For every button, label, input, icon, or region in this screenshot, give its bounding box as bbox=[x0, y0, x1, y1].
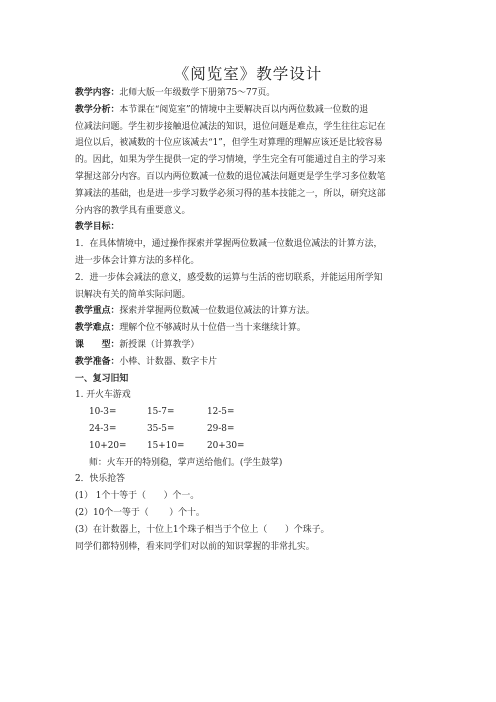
teaching-content-text: 北师大版一年级数学下册第75～77页。 bbox=[119, 88, 276, 98]
key-point-text: 探索并掌握两位数减一位数退位减法的计算方法。 bbox=[119, 306, 315, 317]
analysis-line-6: 算减法的基础，也是进一步学习数学必须习得的基本技能之一，所以，研究这部 bbox=[75, 188, 386, 199]
exercise-row-2 bbox=[75, 421, 423, 438]
teaching-content bbox=[75, 85, 423, 102]
difficulty-text: 理解个位不够减时从十位借一当十来继续计算。 bbox=[119, 323, 306, 334]
document-body bbox=[75, 85, 423, 555]
preparation-label: 教学准备： bbox=[75, 356, 120, 367]
quiz-question-3: (3）在计数器上，十位上1个珠子相当于个位上（ ）个珠子。 bbox=[75, 524, 330, 535]
teacher-note: 师：火车开的特别稳，掌声送给他们。(学生鼓掌) bbox=[89, 457, 283, 468]
lesson-type-label: 课 型： bbox=[75, 339, 120, 350]
exercise-row-1 bbox=[75, 404, 423, 421]
exercise-cell: 10+20= bbox=[89, 440, 127, 451]
document-title: 《阅览室》教学设计 bbox=[173, 65, 323, 83]
exercise-row-3 bbox=[75, 438, 423, 455]
objectives-heading: 教学目标： bbox=[75, 222, 120, 233]
exercise-cell: 35-5= bbox=[147, 423, 175, 434]
objective-line-1: 1．在具体情境中，通过操作探索并掌握两位数减一位数退位减法的计算方法， bbox=[75, 239, 383, 250]
analysis-line-3: 退位以后，被减数的十位应该减去“1”，但学生对算理的理解应该还是比较容易 bbox=[75, 138, 383, 149]
exercise-cell: 20+30= bbox=[207, 440, 245, 451]
exercise-cell: 15-7= bbox=[147, 407, 175, 418]
objective-line-2: 进一步体会计算方法的多样化。 bbox=[75, 255, 200, 266]
preparation-text: 小棒、计数器、数字卡片 bbox=[119, 356, 217, 367]
key-point bbox=[75, 303, 423, 320]
exercise-cell: 12-5= bbox=[207, 407, 235, 418]
teaching-content-label: 教学内容： bbox=[75, 88, 120, 98]
analysis-line-2: 位减法问题。学生初步接触退位减法的知识，退位问题是难点，学生往往忘记在 bbox=[75, 121, 386, 132]
lesson-type bbox=[75, 337, 423, 354]
key-point-label: 教学重点： bbox=[75, 306, 120, 317]
analysis-line-7: 分内容的教学具有重要意义。 bbox=[75, 205, 191, 216]
exercise-cell: 24-3= bbox=[89, 423, 117, 434]
lesson-type-text: 新授课（计算教学） bbox=[119, 339, 200, 350]
difficulty bbox=[75, 320, 423, 337]
objective-line-3: 2．进一步体会减法的意义，感受数的运算与生活的密切联系，并能运用所学知 bbox=[75, 272, 383, 283]
closing-remark: 同学们都特别棒，看来同学们对以前的知识掌握的非常扎实。 bbox=[75, 541, 315, 552]
difficulty-label: 教学难点： bbox=[75, 323, 120, 334]
analysis-text: 本节课在“阅览室”的情境中主要解决百以内两位数减一位数的退 bbox=[119, 104, 369, 115]
item2-title: 2．快乐抢答 bbox=[75, 474, 126, 485]
exercise-cell: 15+10= bbox=[147, 440, 185, 451]
analysis-label: 教学分析： bbox=[75, 104, 120, 115]
exercise-cell: 10-3= bbox=[89, 407, 117, 418]
objective-line-4: 识解决有关的简单实际问题。 bbox=[75, 289, 191, 300]
analysis-line-5: 掌握这部分内容。百以内两位数减一位数的退位减法问题更是学生学习多位数笔 bbox=[75, 171, 386, 182]
quiz-question-2: (2）10个一等于（ ）个十。 bbox=[75, 507, 205, 518]
exercise-cell: 29-8= bbox=[207, 423, 235, 434]
item1-title: 1. 开火车游戏 bbox=[75, 390, 131, 401]
preparation bbox=[75, 354, 423, 371]
quiz-question-1: (1） 1个十等于（ ）个一。 bbox=[75, 491, 200, 502]
section1-heading: 一、复习旧知 bbox=[75, 373, 129, 384]
analysis-line-4: 的。因此，如果为学生提供一定的学习情境，学生完全有可能通过自主的学习来 bbox=[75, 155, 386, 166]
analysis-line-1 bbox=[75, 102, 423, 119]
